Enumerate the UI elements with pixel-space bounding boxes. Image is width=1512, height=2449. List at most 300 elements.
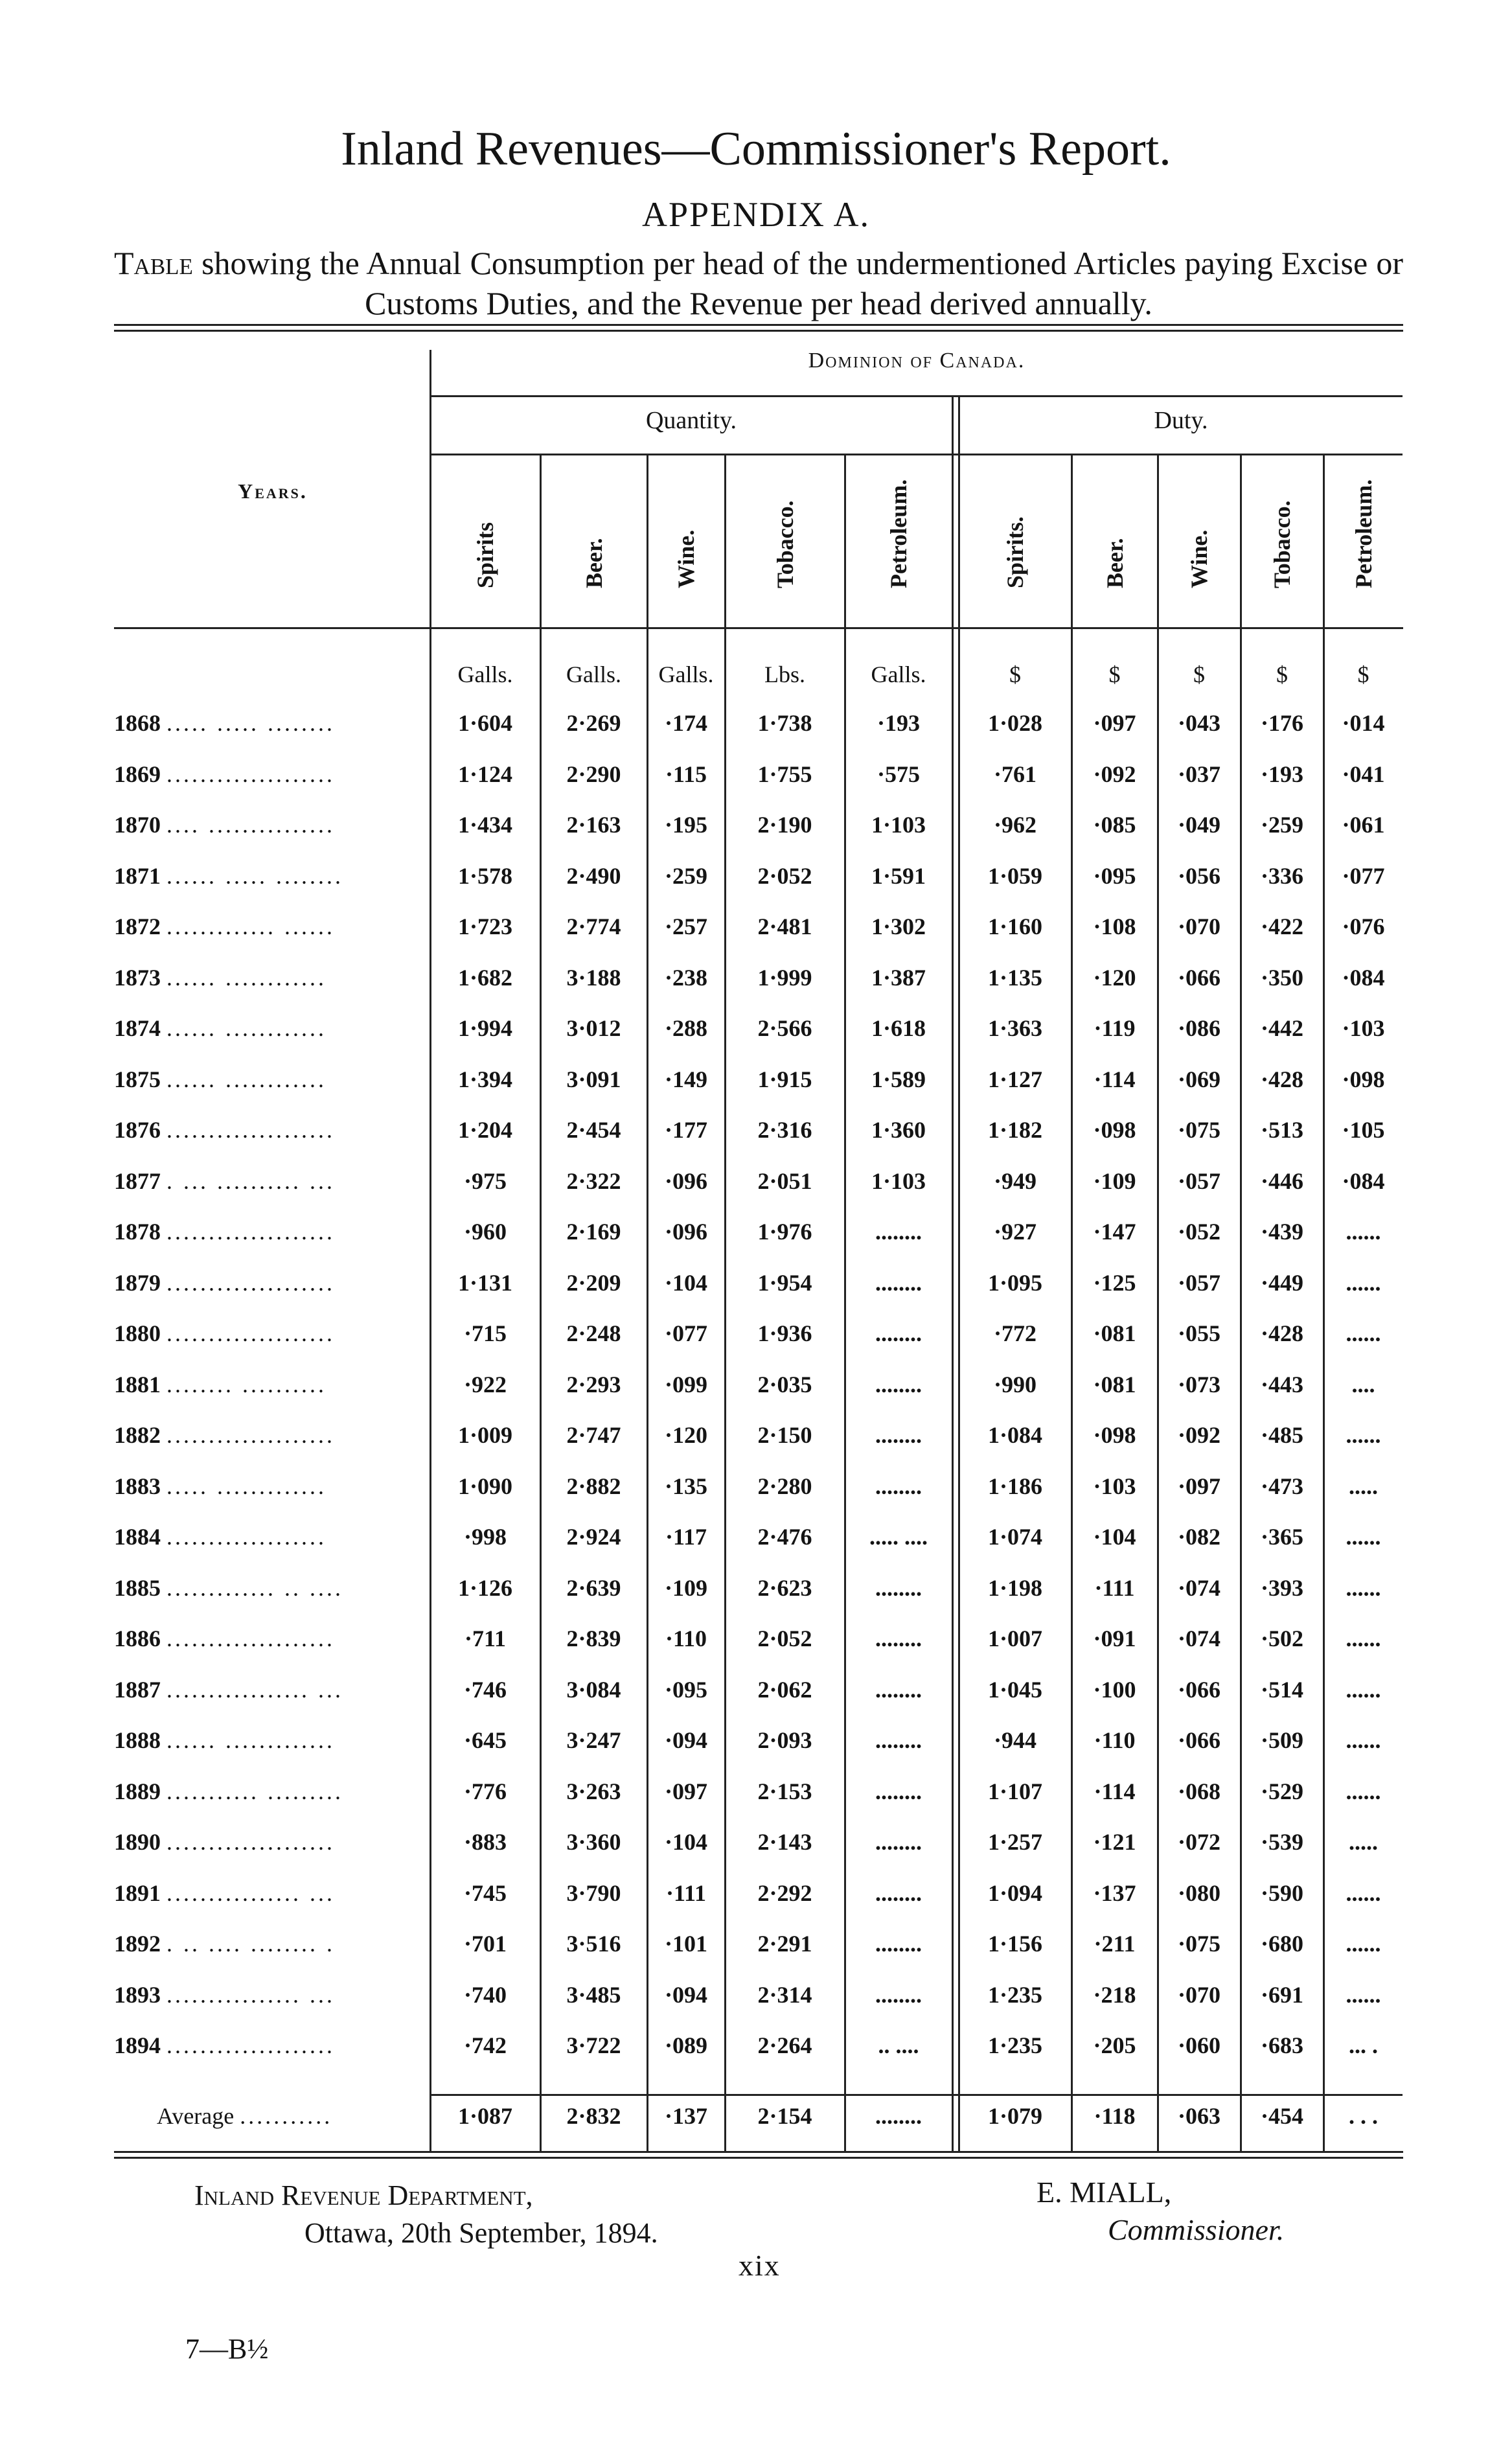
value-cell: ·590 <box>1260 1880 1303 1906</box>
unit-beer-qty: Galls. <box>566 661 621 687</box>
table-row <box>114 1167 1403 1218</box>
value-cell: ·137 <box>664 2103 707 2129</box>
value-cell: 3·263 <box>566 1778 621 1804</box>
value-cell: ·118 <box>1094 2103 1136 2129</box>
value-cell: 1·186 <box>987 1473 1042 1499</box>
value-cell: ·080 <box>1177 1880 1220 1906</box>
value-cell: 1·103 <box>871 1167 926 1194</box>
year-label: 1884 <box>114 1524 161 1550</box>
year-cell <box>114 1727 431 1754</box>
value-cell: 1·387 <box>871 964 926 991</box>
value-cell: 3·247 <box>566 1727 621 1753</box>
value-cell: .. .... <box>878 2032 919 2058</box>
value-cell: 1·084 <box>987 1422 1042 1448</box>
value-cell: ·091 <box>1093 1626 1136 1651</box>
year-label: 1875 <box>114 1066 161 1092</box>
value-cell: ........ <box>875 1981 922 2008</box>
leader-dots: . .. .... ........ . <box>166 1931 335 1957</box>
value-cell: 1·126 <box>457 1574 512 1601</box>
value-cell: ·066 <box>1177 1676 1220 1703</box>
value-cell: ........ <box>875 1931 922 1957</box>
leader-dots: ............. ...... <box>166 914 335 939</box>
value-cell: 2·163 <box>566 812 621 838</box>
value-cell: 2·190 <box>757 812 812 838</box>
value-cell: ·098 <box>1093 1117 1136 1143</box>
value-cell: ·120 <box>1093 964 1136 991</box>
value-cell: 2·490 <box>566 862 621 889</box>
year-cell <box>114 1218 431 1245</box>
value-cell: ·114 <box>1094 1066 1136 1092</box>
value-cell: ·057 <box>1177 1167 1220 1194</box>
leader-dots: ..... ............. <box>166 1473 326 1499</box>
value-cell: 1·094 <box>987 1880 1042 1906</box>
value-cell: 2·639 <box>566 1574 621 1601</box>
value-cell: ·094 <box>664 1981 707 2008</box>
table-row <box>114 2032 1403 2082</box>
value-cell: 1·124 <box>457 761 512 787</box>
value-cell: ·211 <box>1094 1931 1136 1957</box>
leader-dots: .................... <box>166 1829 335 1855</box>
value-cell: ·121 <box>1093 1829 1136 1855</box>
year-cell <box>114 1676 431 1703</box>
value-cell: 1·182 <box>987 1117 1042 1143</box>
value-cell: ·742 <box>463 2032 507 2058</box>
value-cell: ...... <box>1346 1931 1381 1957</box>
table-row <box>114 1066 1403 1116</box>
value-cell: ·509 <box>1260 1727 1303 1753</box>
value-cell: 1·394 <box>457 1066 512 1092</box>
table-row <box>114 1930 1403 1981</box>
value-cell: 2·774 <box>566 914 621 939</box>
col-head-spirits-qty: Spirits <box>472 522 498 588</box>
value-cell: ·014 <box>1342 710 1385 736</box>
value-cell: ·075 <box>1177 1931 1220 1957</box>
value-cell: ·095 <box>1093 862 1136 889</box>
unit-petroleum-duty: $ <box>1357 661 1369 687</box>
value-cell: 1·302 <box>871 914 926 939</box>
value-cell: ·066 <box>1177 964 1220 991</box>
average-rule <box>431 2094 1403 2096</box>
value-cell: ·975 <box>463 1167 507 1194</box>
value-cell: 2·924 <box>566 1524 621 1550</box>
table-caption <box>114 243 1403 323</box>
value-cell: ·063 <box>1177 2103 1220 2129</box>
year-cell <box>114 1778 431 1805</box>
year-cell <box>114 1473 431 1500</box>
signature-role: Commissioner. <box>1108 2213 1285 2246</box>
value-cell: ·949 <box>993 1167 1037 1194</box>
value-cell: ·110 <box>665 1626 707 1651</box>
year-cell <box>114 1828 431 1856</box>
value-cell: 2·209 <box>566 1269 621 1296</box>
value-cell: 2·062 <box>757 1676 812 1703</box>
value-cell: ·109 <box>664 1574 707 1601</box>
value-cell: ·740 <box>463 1981 507 2008</box>
value-cell: ·096 <box>664 1219 707 1245</box>
value-cell: ·114 <box>1094 1778 1136 1804</box>
value-cell: 1·589 <box>871 1066 926 1092</box>
value-cell: ·120 <box>664 1422 707 1448</box>
value-cell: ...... <box>1346 1219 1381 1245</box>
unit-spirits-qty: Galls. <box>457 661 513 687</box>
value-cell: ·137 <box>1093 1880 1136 1906</box>
value-cell: ·097 <box>664 1778 707 1804</box>
value-cell: ·428 <box>1260 1066 1303 1092</box>
value-cell: ·962 <box>993 812 1037 838</box>
value-cell: ........ <box>875 1473 922 1499</box>
value-cell: ........ <box>875 1829 922 1855</box>
value-cell: ·772 <box>993 1320 1037 1346</box>
value-cell: 2·052 <box>757 1626 812 1651</box>
value-cell: ...... <box>1346 1524 1381 1550</box>
value-cell: ·715 <box>463 1320 507 1346</box>
value-cell: ·177 <box>664 1117 707 1143</box>
signature-name: E. MIALL, <box>1037 2176 1172 2209</box>
value-cell: 1·755 <box>757 761 812 787</box>
value-cell: ·514 <box>1260 1676 1303 1703</box>
value-cell: ·745 <box>463 1880 507 1906</box>
value-cell: ........ <box>875 1676 922 1703</box>
year-cell <box>114 1421 431 1449</box>
value-cell: 2·052 <box>757 862 812 889</box>
page-title: Inland Revenues—Commissioner's Report. <box>341 122 1171 176</box>
value-cell: ·336 <box>1260 862 1303 889</box>
value-cell: ·082 <box>1177 1524 1220 1550</box>
value-cell: 1·618 <box>871 1015 926 1041</box>
value-cell: ·097 <box>1177 1473 1220 1499</box>
value-cell: ·073 <box>1177 1371 1220 1397</box>
value-cell: 1·360 <box>871 1117 926 1143</box>
quantity-header-rule <box>431 395 1403 397</box>
leader-dots: ...... ............. <box>166 1727 335 1753</box>
value-cell: ·098 <box>1093 1422 1136 1448</box>
value-cell: ·539 <box>1260 1829 1303 1855</box>
value-cell: ·117 <box>665 1524 707 1550</box>
leader-dots: .................... <box>166 761 335 787</box>
year-label: 1881 <box>114 1371 161 1397</box>
value-cell: 1·723 <box>457 914 512 939</box>
col-head-beer-qty: Beer. <box>580 538 607 588</box>
value-cell: 1·682 <box>457 964 512 991</box>
table-row <box>114 1218 1403 1269</box>
value-cell: 2·293 <box>566 1371 621 1397</box>
department-block <box>194 2177 658 2252</box>
value-cell: ·502 <box>1260 1626 1303 1651</box>
value-cell: ·101 <box>664 1931 707 1957</box>
value-cell: 2·832 <box>566 2103 621 2129</box>
header-bottom-rule <box>114 627 1403 629</box>
year-label: 1868 <box>114 710 161 736</box>
value-cell: 1·107 <box>987 1778 1042 1804</box>
year-label: 1890 <box>114 1829 161 1855</box>
value-cell: 3·091 <box>566 1066 621 1092</box>
value-cell: ·442 <box>1260 1015 1303 1041</box>
value-cell: ·135 <box>664 1473 707 1499</box>
value-cell: ·922 <box>463 1371 507 1397</box>
value-cell: ·446 <box>1260 1167 1303 1194</box>
value-cell: ·111 <box>1094 1574 1135 1601</box>
value-cell: 1·059 <box>987 862 1042 889</box>
value-cell: 3·084 <box>566 1676 621 1703</box>
year-cell <box>114 1981 431 2008</box>
value-cell: ·074 <box>1177 1574 1220 1601</box>
value-cell: 2·882 <box>566 1473 621 1499</box>
value-cell: ·428 <box>1260 1320 1303 1346</box>
year-label: 1870 <box>114 812 161 838</box>
value-cell: ·061 <box>1342 812 1385 838</box>
value-cell: ·070 <box>1177 1981 1220 2008</box>
value-cell: 2·566 <box>757 1015 812 1041</box>
year-label: 1893 <box>114 1981 161 2008</box>
value-cell: .... <box>1351 1371 1375 1397</box>
date-line: Ottawa, 20th September, 1894. <box>304 2217 658 2249</box>
value-cell: ·041 <box>1342 761 1385 787</box>
year-label: 1887 <box>114 1676 161 1703</box>
value-cell: ·069 <box>1177 1066 1220 1092</box>
value-cell: 1·160 <box>987 914 1042 939</box>
value-cell: ·680 <box>1260 1931 1303 1957</box>
value-cell: ........ <box>875 1320 922 1346</box>
value-cell: 2·291 <box>757 1931 812 1957</box>
col-head-wine-qty: Wine. <box>673 529 699 588</box>
value-cell: ·691 <box>1260 1981 1303 2008</box>
value-cell: 1·135 <box>987 964 1042 991</box>
signature-block <box>1037 2174 1284 2249</box>
value-cell: 2·322 <box>566 1167 621 1194</box>
years-header: Years. <box>238 479 308 503</box>
value-cell: ...... <box>1346 1727 1381 1753</box>
table-row <box>114 913 1403 963</box>
value-cell: ·103 <box>1342 1015 1385 1041</box>
value-cell: ...... <box>1346 1574 1381 1601</box>
value-cell: 2·150 <box>757 1422 812 1448</box>
value-cell: ........ <box>875 2103 922 2129</box>
leader-dots: ...... ..... ........ <box>166 862 343 889</box>
value-cell: ...... <box>1346 1320 1381 1346</box>
year-cell <box>114 862 431 890</box>
sheet-mark: 7—B½ <box>185 2333 269 2365</box>
unit-spirits-duty: $ <box>1009 661 1021 687</box>
value-cell: ·037 <box>1177 761 1220 787</box>
unit-beer-duty: $ <box>1108 661 1121 687</box>
col-head-petroleum-qty: Petroleum. <box>886 479 911 588</box>
value-cell: ·092 <box>1093 761 1136 787</box>
year-label: 1878 <box>114 1219 161 1245</box>
leader-dots: .................... <box>166 1117 335 1143</box>
value-cell: ·645 <box>463 1727 507 1753</box>
year-cell <box>114 709 431 737</box>
year-cell <box>114 1116 431 1144</box>
table-row <box>114 862 1403 913</box>
value-cell: ·043 <box>1177 710 1220 736</box>
value-cell: ·084 <box>1342 964 1385 991</box>
value-cell: 2·248 <box>566 1320 621 1346</box>
value-cell: ·259 <box>1260 812 1303 838</box>
value-cell: ..... .... <box>869 1524 928 1550</box>
table-row <box>114 1523 1403 1574</box>
column-header-rule <box>431 454 1403 455</box>
value-cell: ...... <box>1346 1981 1381 2008</box>
leader-dots: ..... ..... ........ <box>166 710 335 736</box>
leader-dots: .................... <box>166 1269 335 1296</box>
table-row <box>114 964 1403 1015</box>
leader-dots: ................... <box>166 1524 326 1550</box>
table-top-rule <box>114 324 1403 332</box>
value-cell: 2·093 <box>757 1727 812 1753</box>
value-cell: ·100 <box>1093 1676 1136 1703</box>
value-cell: ·193 <box>876 710 920 736</box>
value-cell: 1·009 <box>457 1422 512 1448</box>
col-head-tobacco-duty: Tobacco. <box>1269 500 1295 588</box>
value-cell: ·097 <box>1093 710 1136 736</box>
year-cell <box>114 1574 431 1602</box>
value-cell: ·998 <box>463 1524 507 1550</box>
value-cell: ·096 <box>664 1167 707 1194</box>
value-cell: ·104 <box>664 1829 707 1855</box>
value-cell: ·176 <box>1260 710 1303 736</box>
value-cell: ·092 <box>1177 1422 1220 1448</box>
value-cell: ·683 <box>1260 2032 1303 2058</box>
year-label: 1889 <box>114 1778 161 1804</box>
value-cell: ·761 <box>993 761 1037 787</box>
value-cell: 2·454 <box>566 1117 621 1143</box>
value-cell: ·109 <box>1093 1167 1136 1194</box>
leader-dots: ...... ............ <box>166 1015 326 1041</box>
value-cell: 2·476 <box>757 1524 812 1550</box>
value-cell: ·701 <box>463 1931 507 1957</box>
table-row <box>114 1371 1403 1421</box>
value-cell: ·060 <box>1177 2032 1220 2058</box>
value-cell: ·195 <box>664 812 707 838</box>
value-cell: ...... <box>1346 1269 1381 1296</box>
value-cell: ·205 <box>1093 2032 1136 2058</box>
value-cell: ·218 <box>1093 1981 1136 2008</box>
value-cell: ·529 <box>1260 1778 1303 1804</box>
value-cell: 1·103 <box>871 812 926 838</box>
value-cell: 3·516 <box>566 1931 621 1957</box>
value-cell: ·365 <box>1260 1524 1303 1550</box>
value-cell: ·513 <box>1260 1117 1303 1143</box>
year-label: 1880 <box>114 1320 161 1346</box>
year-cell <box>114 1167 431 1195</box>
value-cell: 2·035 <box>757 1371 812 1397</box>
table-row <box>114 1727 1403 1777</box>
value-cell: ·076 <box>1342 914 1385 939</box>
value-cell: ·098 <box>1342 1066 1385 1092</box>
dominion-header: Dominion of Canada. <box>808 349 1025 373</box>
value-cell: 3·790 <box>566 1880 621 1906</box>
value-cell: 3·360 <box>566 1829 621 1855</box>
value-cell: ·259 <box>664 862 707 889</box>
year-label: 1886 <box>114 1626 161 1651</box>
value-cell: ·174 <box>664 710 707 736</box>
year-label: 1877 <box>114 1167 161 1194</box>
value-cell: ·089 <box>664 2032 707 2058</box>
value-cell: 3·722 <box>566 2032 621 2058</box>
value-cell: ·927 <box>993 1219 1037 1245</box>
leader-dots: .... ............... <box>166 812 335 838</box>
table-row <box>114 811 1403 862</box>
value-cell: 1·198 <box>987 1574 1042 1601</box>
value-cell: ·066 <box>1177 1727 1220 1753</box>
value-cell: 1·235 <box>987 2032 1042 2058</box>
value-cell: 3·485 <box>566 1981 621 2008</box>
value-cell: ...... <box>1346 1626 1381 1651</box>
year-cell <box>114 1930 431 1957</box>
value-cell: ·072 <box>1177 1829 1220 1855</box>
value-cell: 2·154 <box>757 2103 812 2129</box>
value-cell: 1·131 <box>457 1269 512 1296</box>
year-cell <box>114 964 431 991</box>
table-row <box>114 1625 1403 1675</box>
value-cell: ·108 <box>1093 914 1136 939</box>
duty-header: Duty. <box>1154 407 1208 434</box>
value-cell: 1·976 <box>757 1219 812 1245</box>
value-cell: ·084 <box>1342 1167 1385 1194</box>
leader-dots: ............. .. .... <box>166 1574 343 1601</box>
value-cell: 1·434 <box>457 812 512 838</box>
table-row <box>114 1320 1403 1370</box>
value-cell: ·149 <box>664 1066 707 1092</box>
value-cell: ·746 <box>463 1676 507 1703</box>
value-cell: ........ <box>875 1371 922 1397</box>
value-cell: ·422 <box>1260 914 1303 939</box>
col-head-tobacco-qty: Tobacco. <box>772 500 798 588</box>
value-cell: 1·090 <box>457 1473 512 1499</box>
year-label: 1885 <box>114 1574 161 1601</box>
year-label: 1871 <box>114 862 161 889</box>
year-label: 1883 <box>114 1473 161 1499</box>
value-cell: ·125 <box>1093 1269 1136 1296</box>
value-cell: ...... <box>1346 1778 1381 1804</box>
table-row <box>114 1015 1403 1065</box>
value-cell: ·575 <box>876 761 920 787</box>
value-cell: ·711 <box>464 1626 507 1651</box>
unit-wine-duty: $ <box>1193 661 1205 687</box>
value-cell: ..... <box>1349 1829 1378 1855</box>
appendix-heading: APPENDIX A. <box>641 195 871 234</box>
value-cell: 1·095 <box>987 1269 1042 1296</box>
value-cell: ·105 <box>1342 1117 1385 1143</box>
value-cell: 1·363 <box>987 1015 1042 1041</box>
table-row <box>114 1269 1403 1320</box>
value-cell: ·443 <box>1260 1371 1303 1397</box>
value-cell: ........ <box>875 1269 922 1296</box>
value-cell: 1·604 <box>457 710 512 736</box>
value-cell: 2·269 <box>566 710 621 736</box>
value-cell: ........ <box>875 1219 922 1245</box>
value-cell: 2·169 <box>566 1219 621 1245</box>
unit-tobacco-duty: $ <box>1276 661 1288 687</box>
value-cell: 1·994 <box>457 1015 512 1041</box>
year-label: 1892 <box>114 1931 161 1957</box>
leader-dots: .................... <box>166 1626 335 1651</box>
value-cell: ........ <box>875 1422 922 1448</box>
leader-dots: . ... .......... ... <box>166 1167 335 1194</box>
value-cell: ·111 <box>665 1880 707 1906</box>
table-row <box>114 761 1403 811</box>
average-label: Average <box>157 2103 235 2129</box>
value-cell: ·119 <box>1094 1015 1136 1041</box>
value-cell: ·094 <box>664 1727 707 1753</box>
value-cell: ·070 <box>1177 914 1220 939</box>
value-cell: ·439 <box>1260 1219 1303 1245</box>
value-cell: ·115 <box>665 761 707 787</box>
year-cell <box>114 1371 431 1398</box>
value-cell: 2·481 <box>757 914 812 939</box>
value-cell: ·454 <box>1260 2103 1303 2129</box>
value-cell: 1·954 <box>757 1269 812 1296</box>
